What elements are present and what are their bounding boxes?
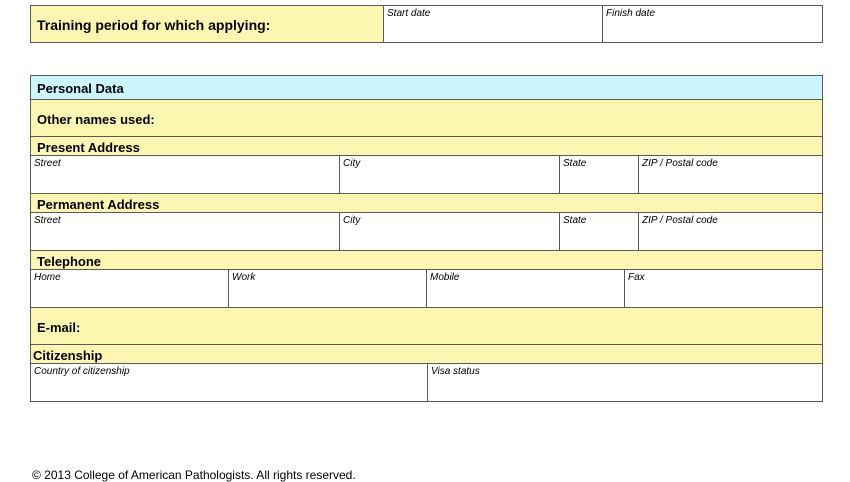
present-state-field[interactable] [559,155,639,194]
permanent-state-field[interactable] [559,212,639,251]
permanent-address-header [30,193,823,213]
permanent-city-label: City [343,215,361,226]
present-state-label: State [563,158,587,169]
training-period-label-cell [30,5,384,43]
visa-status-field[interactable] [427,363,823,402]
mobile-phone-field[interactable] [426,269,625,308]
start-date-label: Start date [387,8,431,19]
country-of-citizenship-field[interactable] [30,363,428,402]
other-names-label: Other names used: [37,112,155,127]
work-phone-field[interactable] [228,269,427,308]
present-address-title: Present Address [37,140,140,155]
present-street-field[interactable] [30,155,340,194]
start-date-field[interactable] [383,5,603,43]
mobile-phone-label: Mobile [430,272,460,283]
permanent-city-field[interactable] [339,212,560,251]
present-city-field[interactable] [339,155,560,194]
home-phone-label: Home [34,272,61,283]
present-zip-label: ZIP / Postal code [642,158,718,169]
present-zip-field[interactable] [638,155,823,194]
citizenship-header [30,344,823,364]
home-phone-field[interactable] [30,269,229,308]
other-names-field[interactable] [30,99,823,137]
permanent-address-title: Permanent Address [37,197,160,212]
present-city-label: City [343,158,361,169]
personal-data-header [30,75,823,100]
training-period-label: Training period for which applying: [37,17,271,33]
citizenship-title: Citizenship [33,348,103,363]
permanent-zip-label: ZIP / Postal code [642,215,718,226]
copyright-notice: © 2013 College of American Pathologists. All rights reserved. [32,468,356,482]
telephone-header [30,250,823,270]
permanent-state-label: State [563,215,587,226]
telephone-title: Telephone [37,254,102,269]
email-field[interactable] [30,307,823,345]
fax-field[interactable] [624,269,823,308]
personal-data-title: Personal Data [37,81,124,96]
permanent-zip-field[interactable] [638,212,823,251]
present-address-header [30,136,823,156]
finish-date-label: Finish date [606,8,655,19]
fax-label: Fax [628,272,645,283]
permanent-street-field[interactable] [30,212,340,251]
present-street-label: Street [34,158,61,169]
finish-date-field[interactable] [602,5,823,43]
country-of-citizenship-label: Country of citizenship [34,366,130,377]
email-label: E-mail: [37,320,81,335]
permanent-street-label: Street [34,215,61,226]
work-phone-label: Work [232,272,256,283]
visa-status-label: Visa status [431,366,480,377]
